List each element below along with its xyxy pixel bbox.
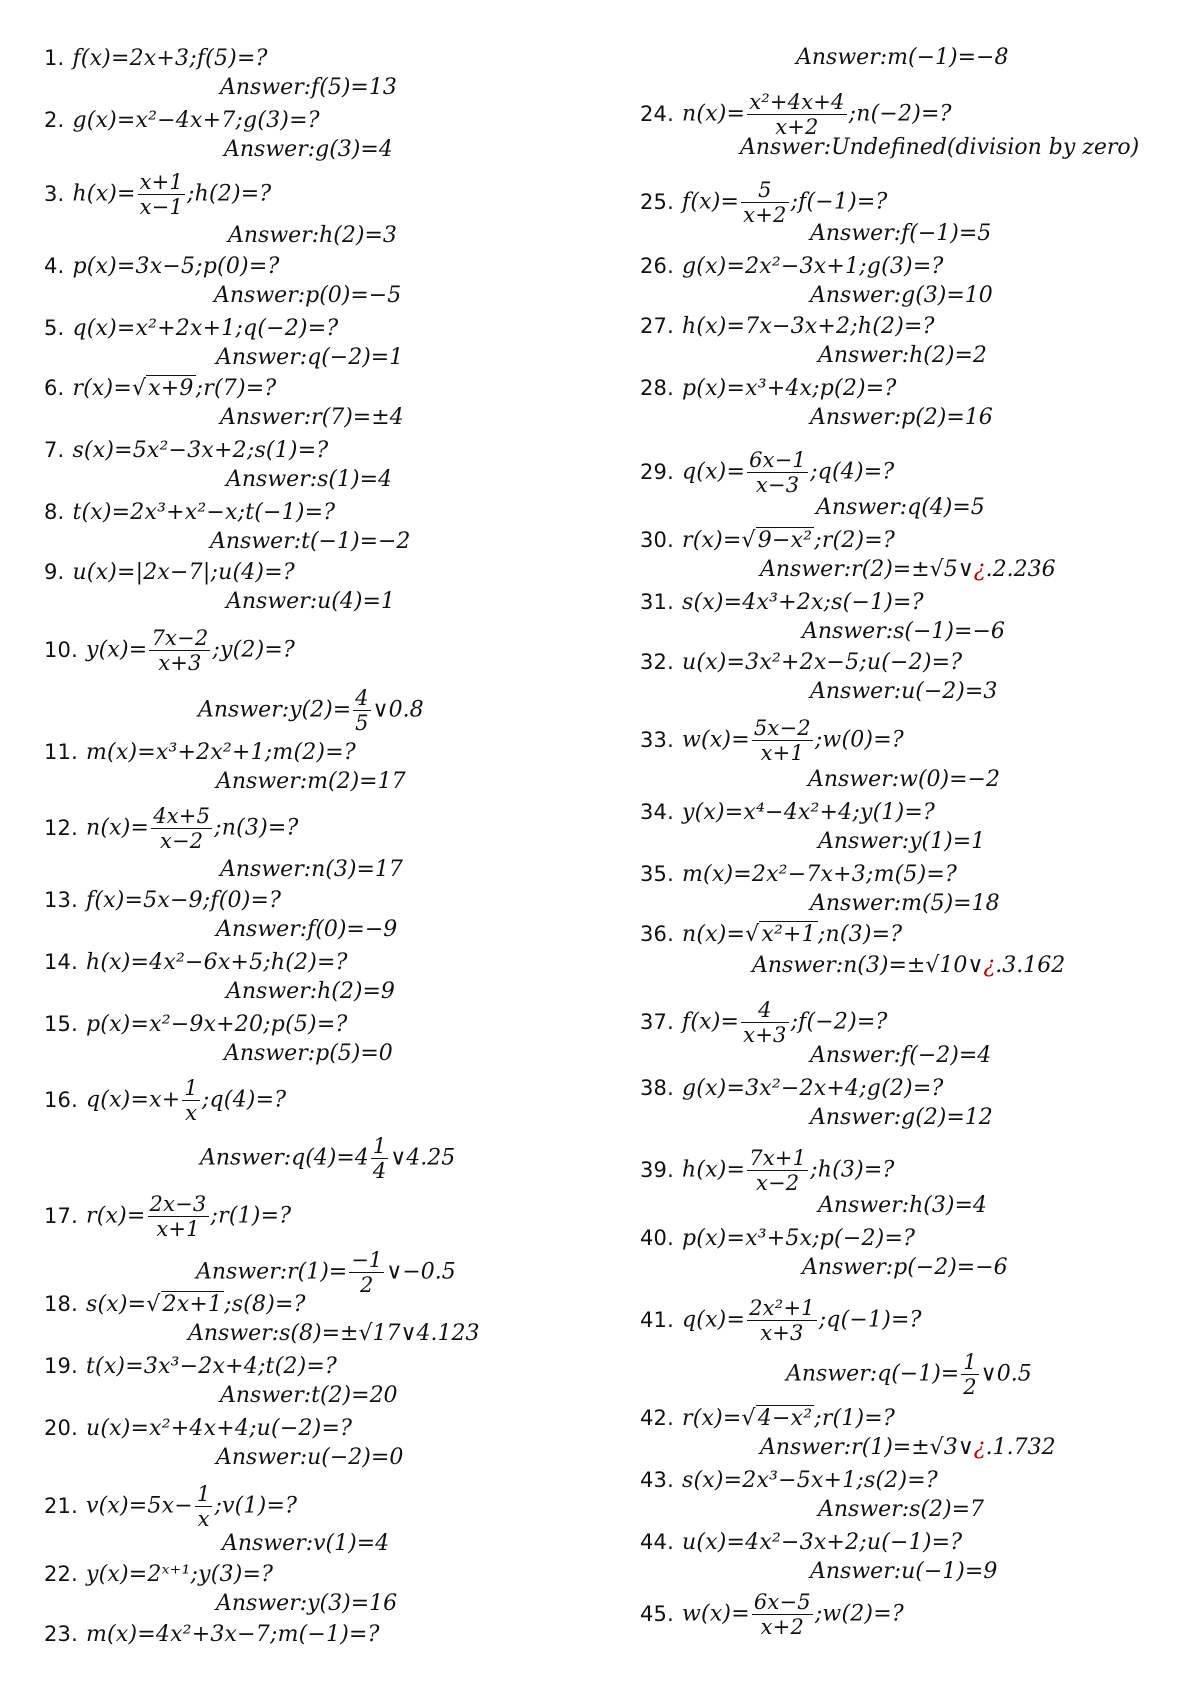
denominator: x+1 xyxy=(156,1217,200,1241)
problem-expression-prefix: n(x)= xyxy=(682,101,746,127)
problem-15 xyxy=(44,1010,347,1039)
denominator: 2 xyxy=(360,1273,374,1297)
answer-39: Answer:h(3)=4 xyxy=(818,1193,987,1218)
answer-11: Answer:m(2)=17 xyxy=(216,769,406,794)
denominator: x−1 xyxy=(139,195,184,219)
problem-number: 12. xyxy=(44,815,78,840)
problem-5 xyxy=(44,314,338,343)
problem-number: 43. xyxy=(640,1468,674,1492)
problem-expression-suffix: ;f(−2)=? xyxy=(790,1009,888,1035)
problem-40 xyxy=(640,1224,915,1253)
problem-expression-prefix: f(x)= xyxy=(682,1009,740,1035)
problem-number: 8. xyxy=(44,500,65,524)
problem-expression-suffix: ;r(2)=? xyxy=(814,528,895,553)
answer-fraction xyxy=(353,686,370,735)
problem-expression: m(x)=x³+2x²+1;m(2)=? xyxy=(86,740,356,765)
answer-prefix: Answer:y(2)= xyxy=(198,697,352,723)
numerator: 5x−2 xyxy=(753,716,811,740)
fraction xyxy=(149,626,210,675)
radicand: 9−x² xyxy=(757,528,813,553)
problem-number: 32. xyxy=(640,650,674,674)
fraction xyxy=(741,998,788,1047)
problem-expression: h(x)=7x−3x+2;h(2)=? xyxy=(682,314,935,339)
problem-expression: g(x)=2x²−3x+1;g(3)=? xyxy=(682,254,944,279)
answer-44: Answer:u(−1)=9 xyxy=(810,1559,998,1584)
problem-expression: u(x)=|2x−7|;u(4)=? xyxy=(72,560,295,585)
answer-suffix: ∨0.5 xyxy=(980,1361,1032,1387)
answer-10 xyxy=(198,686,424,735)
problem-expression-prefix: f(x)= xyxy=(682,189,740,215)
answer-41 xyxy=(786,1350,1032,1399)
problem-expression-prefix: q(x)=x+ xyxy=(86,1087,181,1113)
problem-expression-suffix: ;n(3)=? xyxy=(817,922,903,947)
answer-33: Answer:w(0)=−2 xyxy=(808,767,1000,792)
answer-13: Answer:f(0)=−9 xyxy=(216,917,398,942)
answer-fraction xyxy=(349,1248,384,1297)
fraction xyxy=(151,804,212,853)
problem-expression-prefix: w(x)= xyxy=(682,727,750,753)
denominator: x+3 xyxy=(760,1321,804,1345)
answer-fraction xyxy=(371,1134,388,1183)
problem-expression-suffix: ;q(−1)=? xyxy=(818,1307,922,1333)
answer-prefix: Answer:r(1)=±√3∨ xyxy=(760,1435,974,1460)
numerator: 4x+5 xyxy=(153,804,211,828)
numerator: 1 xyxy=(184,1076,198,1100)
numerator: 2x−3 xyxy=(149,1192,207,1216)
fraction xyxy=(747,448,808,497)
answer-suffix: .1.732 xyxy=(985,1435,1056,1460)
answer-fraction xyxy=(961,1350,978,1399)
problem-12 xyxy=(44,804,299,853)
problem-number: 28. xyxy=(640,376,674,400)
problem-number: 14. xyxy=(44,950,78,974)
problem-expression: u(x)=x²+4x+4;u(−2)=? xyxy=(86,1416,353,1441)
problem-number: 20. xyxy=(44,1416,78,1440)
answer-21: Answer:v(1)=4 xyxy=(222,1531,390,1556)
fraction xyxy=(138,170,185,219)
problem-expression-suffix: ;n(−2)=? xyxy=(848,101,952,127)
problem-expression: m(x)=4x²+3x−7;m(−1)=? xyxy=(86,1622,380,1647)
answer-5: Answer:q(−2)=1 xyxy=(216,345,404,370)
numerator: 4 xyxy=(355,686,369,710)
problem-4 xyxy=(44,252,279,281)
problem-number: 30. xyxy=(640,528,674,552)
numerator: x²+4x+4 xyxy=(749,90,845,114)
problem-10 xyxy=(44,626,295,675)
problem-20 xyxy=(44,1414,352,1443)
problem-expression-prefix: y(x)= xyxy=(86,637,148,663)
fraction xyxy=(148,1192,209,1241)
problem-number: 38. xyxy=(640,1076,674,1100)
numerator: 6x−1 xyxy=(749,448,807,472)
answer-prefix: Answer:n(3)=±√10∨ xyxy=(752,953,984,978)
answer-36 xyxy=(752,952,1065,980)
problem-17 xyxy=(44,1192,291,1241)
denominator: x−2 xyxy=(159,829,204,853)
problem-number: 35. xyxy=(640,862,674,886)
answer-12: Answer:n(3)=17 xyxy=(220,857,403,882)
problem-expression-suffix: ;q(4)=? xyxy=(201,1087,287,1113)
answer-24: Answer:Undefined(division by zero) xyxy=(740,135,1140,160)
problem-27 xyxy=(640,312,935,341)
problem-number: 11. xyxy=(44,740,78,764)
answer-6: Answer:r(7)=±4 xyxy=(220,405,404,430)
problem-expression: s(x)=2x³−5x+1;s(2)=? xyxy=(682,1468,938,1493)
answer-glyph: ¿ xyxy=(973,1435,986,1460)
problem-expression: y(x)=2ˣ⁺¹;y(3)=? xyxy=(86,1562,274,1587)
answer-4: Answer:p(0)=−5 xyxy=(214,283,402,308)
problem-number: 42. xyxy=(640,1406,674,1430)
problem-expression-prefix: q(x)= xyxy=(682,1307,746,1333)
problem-11 xyxy=(44,738,356,767)
problem-29 xyxy=(640,448,894,497)
problem-38 xyxy=(640,1074,943,1103)
answer-suffix: ∨0.8 xyxy=(372,697,424,723)
denominator: 2 xyxy=(963,1375,977,1399)
problem-expression-suffix: ;r(1)=? xyxy=(814,1406,895,1431)
problem-14 xyxy=(44,948,348,977)
denominator: x xyxy=(185,1101,198,1125)
denominator: x xyxy=(197,1507,210,1531)
numerator: −1 xyxy=(351,1248,383,1272)
problem-number: 26. xyxy=(640,254,674,278)
answer-34: Answer:y(1)=1 xyxy=(818,829,986,854)
problem-expression: t(x)=2x³+x²−x;t(−1)=? xyxy=(72,500,336,525)
problem-number: 9. xyxy=(44,560,65,584)
answer-35: Answer:m(5)=18 xyxy=(810,891,1000,916)
fraction xyxy=(747,1146,808,1195)
problem-30 xyxy=(640,526,895,555)
problem-expression: u(x)=4x²−3x+2;u(−1)=? xyxy=(682,1530,963,1555)
answer-8: Answer:t(−1)=−2 xyxy=(210,529,411,554)
problem-expression-prefix: w(x)= xyxy=(682,1601,750,1627)
problem-41 xyxy=(640,1296,922,1345)
problem-number: 24. xyxy=(640,101,674,126)
problem-expression: t(x)=3x³−2x+4;t(2)=? xyxy=(86,1354,337,1379)
problem-expression-prefix: r(x)=√ xyxy=(72,376,147,401)
answer-28: Answer:p(2)=16 xyxy=(810,405,993,430)
problem-32 xyxy=(640,648,962,677)
numerator: 6x−5 xyxy=(753,1590,811,1614)
problem-expression-suffix: ;h(3)=? xyxy=(810,1157,895,1183)
fraction xyxy=(747,1296,817,1345)
problem-expression-suffix: ;w(2)=? xyxy=(814,1601,904,1627)
answer-glyph: ¿ xyxy=(973,557,986,582)
numerator: 7x+1 xyxy=(749,1146,807,1170)
answer-9: Answer:u(4)=1 xyxy=(226,589,395,614)
answer-glyph: ¿ xyxy=(983,953,996,978)
fraction xyxy=(747,90,846,139)
problem-19 xyxy=(44,1352,337,1381)
problem-expression-suffix: ;r(1)=? xyxy=(210,1203,292,1229)
problem-number: 22. xyxy=(44,1562,78,1586)
problem-39 xyxy=(640,1146,895,1195)
answer-1: Answer:f(5)=13 xyxy=(220,75,397,100)
denominator: x+1 xyxy=(760,741,805,765)
numerator: 1 xyxy=(372,1134,387,1158)
answer-prefix: Answer:r(1)= xyxy=(196,1259,348,1285)
problem-expression-suffix: ;w(0)=? xyxy=(814,727,904,753)
numerator: 7x−2 xyxy=(151,626,209,650)
problem-expression: g(x)=3x²−2x+4;g(2)=? xyxy=(682,1076,944,1101)
problem-expression-suffix: ;r(7)=? xyxy=(195,376,277,401)
numerator: 1 xyxy=(196,1482,211,1506)
problem-expression-prefix: v(x)=5x− xyxy=(86,1493,193,1519)
problem-expression-suffix: ;y(2)=? xyxy=(212,637,296,663)
problem-number: 21. xyxy=(44,1493,78,1518)
problem-expression: y(x)=x⁴−4x²+4;y(1)=? xyxy=(682,800,935,825)
problem-expression: s(x)=5x²−3x+2;s(1)=? xyxy=(72,438,329,463)
problem-number: 34. xyxy=(640,800,674,824)
numerator: 1 xyxy=(963,1350,977,1374)
problem-21 xyxy=(44,1482,297,1531)
problem-number: 7. xyxy=(44,438,65,462)
problem-18 xyxy=(44,1290,306,1319)
problem-37 xyxy=(640,998,888,1047)
problem-expression: p(x)=3x−5;p(0)=? xyxy=(72,254,280,279)
numerator: 2x²+1 xyxy=(749,1296,815,1320)
problem-number: 25. xyxy=(640,189,674,214)
answer-18: Answer:s(8)=±√17∨4.123 xyxy=(188,1321,480,1346)
problem-number: 36. xyxy=(640,922,674,946)
problem-number: 4. xyxy=(44,254,65,278)
problem-22 xyxy=(44,1560,273,1589)
problem-number: 5. xyxy=(44,316,65,340)
problem-2 xyxy=(44,106,320,135)
problem-expression-suffix: ;v(1)=? xyxy=(214,1493,298,1519)
problem-number: 6. xyxy=(44,376,65,400)
answer-40: Answer:p(−2)=−6 xyxy=(802,1255,1008,1280)
answer-38: Answer:g(2)=12 xyxy=(810,1105,993,1130)
answer-31: Answer:s(−1)=−6 xyxy=(802,619,1005,644)
problem-expression: p(x)=x³+4x;p(2)=? xyxy=(682,376,897,401)
problem-expression-prefix: r(x)=√ xyxy=(682,1406,756,1431)
answer-42 xyxy=(760,1434,1056,1462)
radicand: 4−x² xyxy=(757,1406,813,1431)
answer-22: Answer:y(3)=16 xyxy=(216,1591,398,1616)
problem-number: 40. xyxy=(640,1226,674,1250)
denominator: 5 xyxy=(355,711,369,735)
problem-number: 31. xyxy=(640,590,674,614)
problem-9 xyxy=(44,558,295,587)
problem-expression: s(x)=4x³+2x;s(−1)=? xyxy=(682,590,924,615)
problem-number: 10. xyxy=(44,637,78,662)
problem-24 xyxy=(640,90,952,139)
answer-15: Answer:p(5)=0 xyxy=(224,1041,393,1066)
denominator: x+2 xyxy=(760,1615,805,1639)
fraction xyxy=(182,1076,200,1125)
problem-expression-prefix: r(x)=√ xyxy=(682,528,756,553)
answer-43: Answer:s(2)=7 xyxy=(818,1497,985,1522)
problem-16 xyxy=(44,1076,286,1125)
problem-expression-prefix: s(x)=√ xyxy=(86,1292,161,1317)
problem-expression-prefix: q(x)= xyxy=(682,459,746,485)
problem-number: 19. xyxy=(44,1354,78,1378)
fraction xyxy=(752,1590,813,1639)
denominator: x+2 xyxy=(743,203,787,227)
problem-number: 33. xyxy=(640,727,674,752)
answer-32: Answer:u(−2)=3 xyxy=(810,679,998,704)
problem-number: 27. xyxy=(640,314,674,338)
answer-prefix: Answer:q(−1)= xyxy=(786,1361,960,1387)
denominator: x−2 xyxy=(755,1171,800,1195)
problem-number: 37. xyxy=(640,1009,674,1034)
problem-number: 2. xyxy=(44,108,65,132)
problem-expression-suffix: ;q(4)=? xyxy=(810,459,895,485)
problem-number: 15. xyxy=(44,1012,78,1036)
answer-14: Answer:h(2)=9 xyxy=(226,979,395,1004)
problem-number: 18. xyxy=(44,1292,78,1316)
answer-suffix: .2.236 xyxy=(985,557,1056,582)
answer-20: Answer:u(−2)=0 xyxy=(216,1445,404,1470)
problem-expression-prefix: n(x)=√ xyxy=(682,922,760,947)
problem-1 xyxy=(44,44,268,73)
answer-suffix: ∨−0.5 xyxy=(386,1259,456,1285)
problem-expression: p(x)=x²−9x+20;p(5)=? xyxy=(86,1012,348,1037)
problem-23 xyxy=(44,1620,380,1649)
answer-37: Answer:f(−2)=4 xyxy=(810,1043,992,1068)
problem-expression-prefix: n(x)= xyxy=(86,815,150,841)
answer-30 xyxy=(760,556,1056,584)
problem-number: 13. xyxy=(44,888,78,912)
answer-7: Answer:s(1)=4 xyxy=(226,467,393,492)
problem-36 xyxy=(640,920,902,949)
denominator: x+3 xyxy=(158,651,202,675)
problem-expression: p(x)=x³+5x;p(−2)=? xyxy=(682,1226,916,1251)
numerator: 5 xyxy=(741,178,788,203)
radicand: x+9 xyxy=(148,376,194,401)
problem-expression: f(x)=5x−9;f(0)=? xyxy=(86,888,282,913)
answer-19: Answer:t(2)=20 xyxy=(220,1383,398,1408)
problem-expression-prefix: r(x)= xyxy=(86,1203,146,1229)
answer-3: Answer:h(2)=3 xyxy=(228,223,397,248)
problem-35 xyxy=(640,860,957,889)
problem-expression: u(x)=3x²+2x−5;u(−2)=? xyxy=(682,650,963,675)
problem-expression: h(x)=4x²−6x+5;h(2)=? xyxy=(86,950,348,975)
problem-expression: f(x)=2x+3;f(5)=? xyxy=(72,46,268,71)
problem-number: 39. xyxy=(640,1157,674,1182)
denominator: x+3 xyxy=(743,1023,787,1047)
answer-prefix: Answer:r(2)=±√5∨ xyxy=(760,557,974,582)
answer-2: Answer:g(3)=4 xyxy=(224,137,393,162)
answer-27: Answer:h(2)=2 xyxy=(818,343,987,368)
numerator: x+1 xyxy=(139,170,184,194)
problem-26 xyxy=(640,252,943,281)
problem-number: 45. xyxy=(640,1601,674,1626)
problem-13 xyxy=(44,886,281,915)
answer-suffix: .3.162 xyxy=(995,953,1066,978)
problem-number: 23. xyxy=(44,1622,78,1646)
answer-16 xyxy=(200,1134,455,1183)
problem-expression: m(x)=2x²−7x+3;m(5)=? xyxy=(682,862,958,887)
answer-25: Answer:f(−1)=5 xyxy=(810,221,992,246)
problem-44 xyxy=(640,1528,962,1557)
problem-number: 3. xyxy=(44,181,65,206)
fraction xyxy=(195,1482,213,1531)
problem-expression-suffix: ;h(2)=? xyxy=(187,181,272,207)
problem-expression-suffix: ;n(3)=? xyxy=(214,815,299,841)
problem-42 xyxy=(640,1404,895,1433)
problem-expression-suffix: ;f(−1)=? xyxy=(790,189,888,215)
problem-34 xyxy=(640,798,935,827)
answer-suffix: ∨4.25 xyxy=(390,1145,456,1171)
denominator: 4 xyxy=(372,1159,387,1183)
problem-45 xyxy=(640,1590,904,1639)
denominator: x+2 xyxy=(775,115,819,139)
answer-29: Answer:q(4)=5 xyxy=(816,495,985,520)
radicand: 2x+1 xyxy=(162,1292,223,1317)
problem-8 xyxy=(44,498,335,527)
problem-3 xyxy=(44,170,271,219)
problem-expression-prefix: h(x)= xyxy=(682,1157,746,1183)
problem-31 xyxy=(640,588,924,617)
problem-number: 41. xyxy=(640,1307,674,1332)
problem-expression-prefix: h(x)= xyxy=(72,181,136,207)
problem-number: 17. xyxy=(44,1203,78,1228)
answer-23: Answer:m(−1)=−8 xyxy=(796,45,1009,70)
problem-number: 29. xyxy=(640,459,674,484)
answer-26: Answer:g(3)=10 xyxy=(810,283,993,308)
problem-expression-suffix: ;s(8)=? xyxy=(224,1292,306,1317)
problem-6 xyxy=(44,374,276,403)
problem-expression: g(x)=x²−4x+7;g(3)=? xyxy=(72,108,320,133)
problem-number: 16. xyxy=(44,1087,78,1112)
problem-expression: q(x)=x²+2x+1;q(−2)=? xyxy=(72,316,339,341)
problem-43 xyxy=(640,1466,938,1495)
numerator: 4 xyxy=(741,998,788,1023)
problem-7 xyxy=(44,436,328,465)
radicand: x²+1 xyxy=(761,922,816,947)
fraction xyxy=(752,716,813,765)
answer-prefix: Answer:q(4)=4 xyxy=(200,1145,369,1171)
problem-number: 1. xyxy=(44,46,65,70)
problem-28 xyxy=(640,374,896,403)
problem-number: 44. xyxy=(640,1530,674,1554)
fraction xyxy=(741,178,788,227)
denominator: x−3 xyxy=(755,473,800,497)
problem-33 xyxy=(640,716,904,765)
